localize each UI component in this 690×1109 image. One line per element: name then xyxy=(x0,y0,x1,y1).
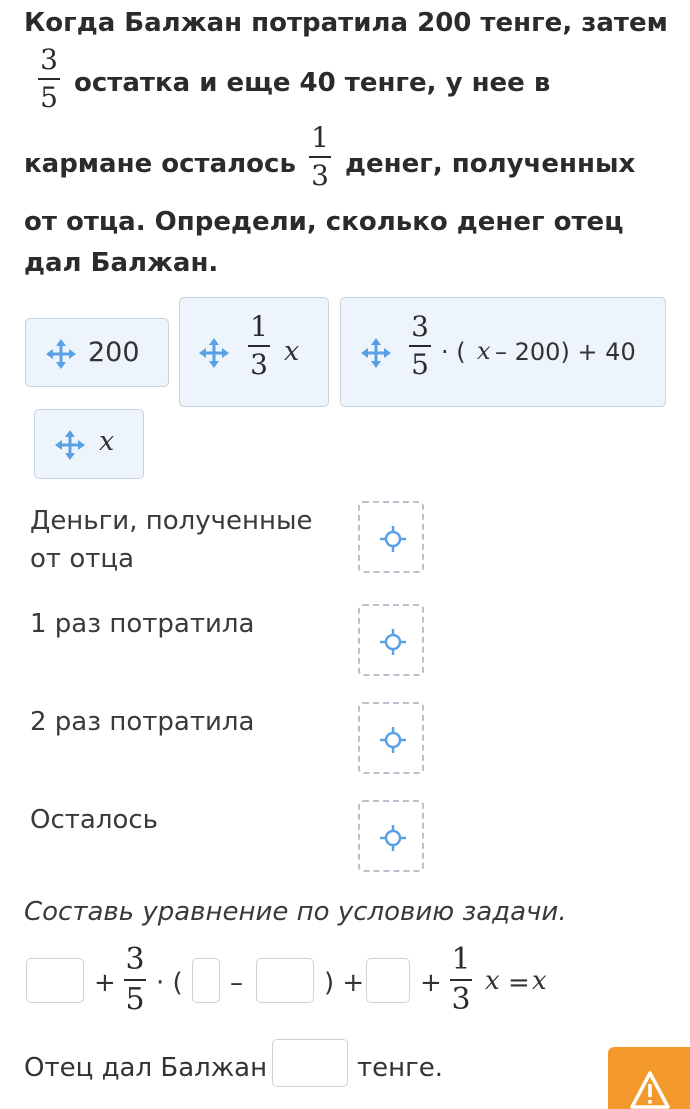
fraction-denominator: 3 xyxy=(451,982,471,1017)
report-problem-button[interactable] xyxy=(608,1047,690,1109)
question-line-4: от отца. Определи, сколько денег отец xyxy=(24,207,624,237)
answer-input[interactable] xyxy=(272,1039,348,1087)
chip-fraction xyxy=(409,310,431,381)
target-icon xyxy=(379,525,407,553)
fraction-denominator: 5 xyxy=(125,982,145,1017)
question-line-3b: денег, полученных xyxy=(345,149,636,179)
chip-fraction xyxy=(248,310,270,381)
row-label-spent-first: 1 раз потратила xyxy=(30,609,255,639)
answer-suffix: тенге. xyxy=(357,1053,444,1083)
question-line-5: дал Балжан. xyxy=(24,248,219,278)
chip-expression-tail: – 200) + 40 xyxy=(495,338,636,366)
chip-expression-mid: · ( xyxy=(441,338,466,366)
target-icon xyxy=(379,726,407,754)
row-label-money-from-father: Деньги, полученные от отца xyxy=(30,506,313,574)
chip-label: 200 xyxy=(88,337,140,368)
drop-zone-spent-first[interactable] xyxy=(358,604,424,676)
chip-variable: x xyxy=(284,336,300,367)
question-line-2: остатка и еще 40 тенге, у нее в xyxy=(74,68,551,98)
chip-label: x xyxy=(99,426,115,457)
equation-plus-1: + xyxy=(94,968,116,998)
fraction-denominator: 5 xyxy=(40,81,58,114)
move-icon xyxy=(46,339,76,369)
drag-chip-expression[interactable] xyxy=(340,297,666,407)
equation-fraction-1-3 xyxy=(450,942,472,1017)
move-icon xyxy=(361,338,391,368)
target-icon xyxy=(379,628,407,656)
equation-input-1[interactable] xyxy=(26,958,84,1003)
chip-expression-variable: x xyxy=(477,337,491,365)
fraction-numerator: 3 xyxy=(40,43,58,76)
equation-equals: = xyxy=(508,968,530,998)
fraction-denominator: 5 xyxy=(411,348,429,381)
equation-close-plus: ) + xyxy=(324,968,365,998)
equation-variable-1: x xyxy=(485,966,500,996)
equation-input-2[interactable] xyxy=(192,958,220,1003)
drag-chip-200[interactable] xyxy=(25,318,169,387)
fraction-numerator: 3 xyxy=(411,310,429,343)
fraction-denominator: 3 xyxy=(311,159,329,192)
equation-dot-paren: · ( xyxy=(156,968,183,998)
drag-chip-x[interactable] xyxy=(34,409,144,479)
question-line-3a: кармане осталось xyxy=(24,149,296,179)
equation-plus-2: + xyxy=(420,968,442,998)
equation-input-3[interactable] xyxy=(256,958,314,1003)
drag-chip-one-third-x[interactable] xyxy=(179,297,329,407)
equation-variable-2: x xyxy=(532,966,547,996)
answer-prefix: Отец дал Балжан xyxy=(24,1053,268,1083)
question-line-1: Когда Балжан потратила 200 тенге, затем xyxy=(24,8,668,38)
drop-zone-spent-second[interactable] xyxy=(358,702,424,774)
warning-icon xyxy=(630,1069,670,1109)
instruction-text: Составь уравнение по условию задачи. xyxy=(24,897,567,927)
target-icon xyxy=(379,824,407,852)
row-label-remaining: Осталось xyxy=(30,805,158,835)
equation-input-4[interactable] xyxy=(366,958,410,1003)
row-label-spent-second: 2 раз потратила xyxy=(30,707,255,737)
drop-zone-money-from-father[interactable] xyxy=(358,501,424,573)
move-icon xyxy=(55,430,85,460)
fraction-numerator: 3 xyxy=(125,942,145,977)
fraction-numerator: 1 xyxy=(451,942,471,977)
equation-minus: – xyxy=(230,968,243,998)
question-fraction-3-5 xyxy=(38,43,60,114)
equation-fraction-3-5 xyxy=(124,942,146,1017)
fraction-numerator: 1 xyxy=(311,121,329,154)
fraction-denominator: 3 xyxy=(250,348,268,381)
move-icon xyxy=(199,338,229,368)
drop-zone-remaining[interactable] xyxy=(358,800,424,872)
fraction-numerator: 1 xyxy=(250,310,268,343)
question-fraction-1-3 xyxy=(309,121,331,192)
